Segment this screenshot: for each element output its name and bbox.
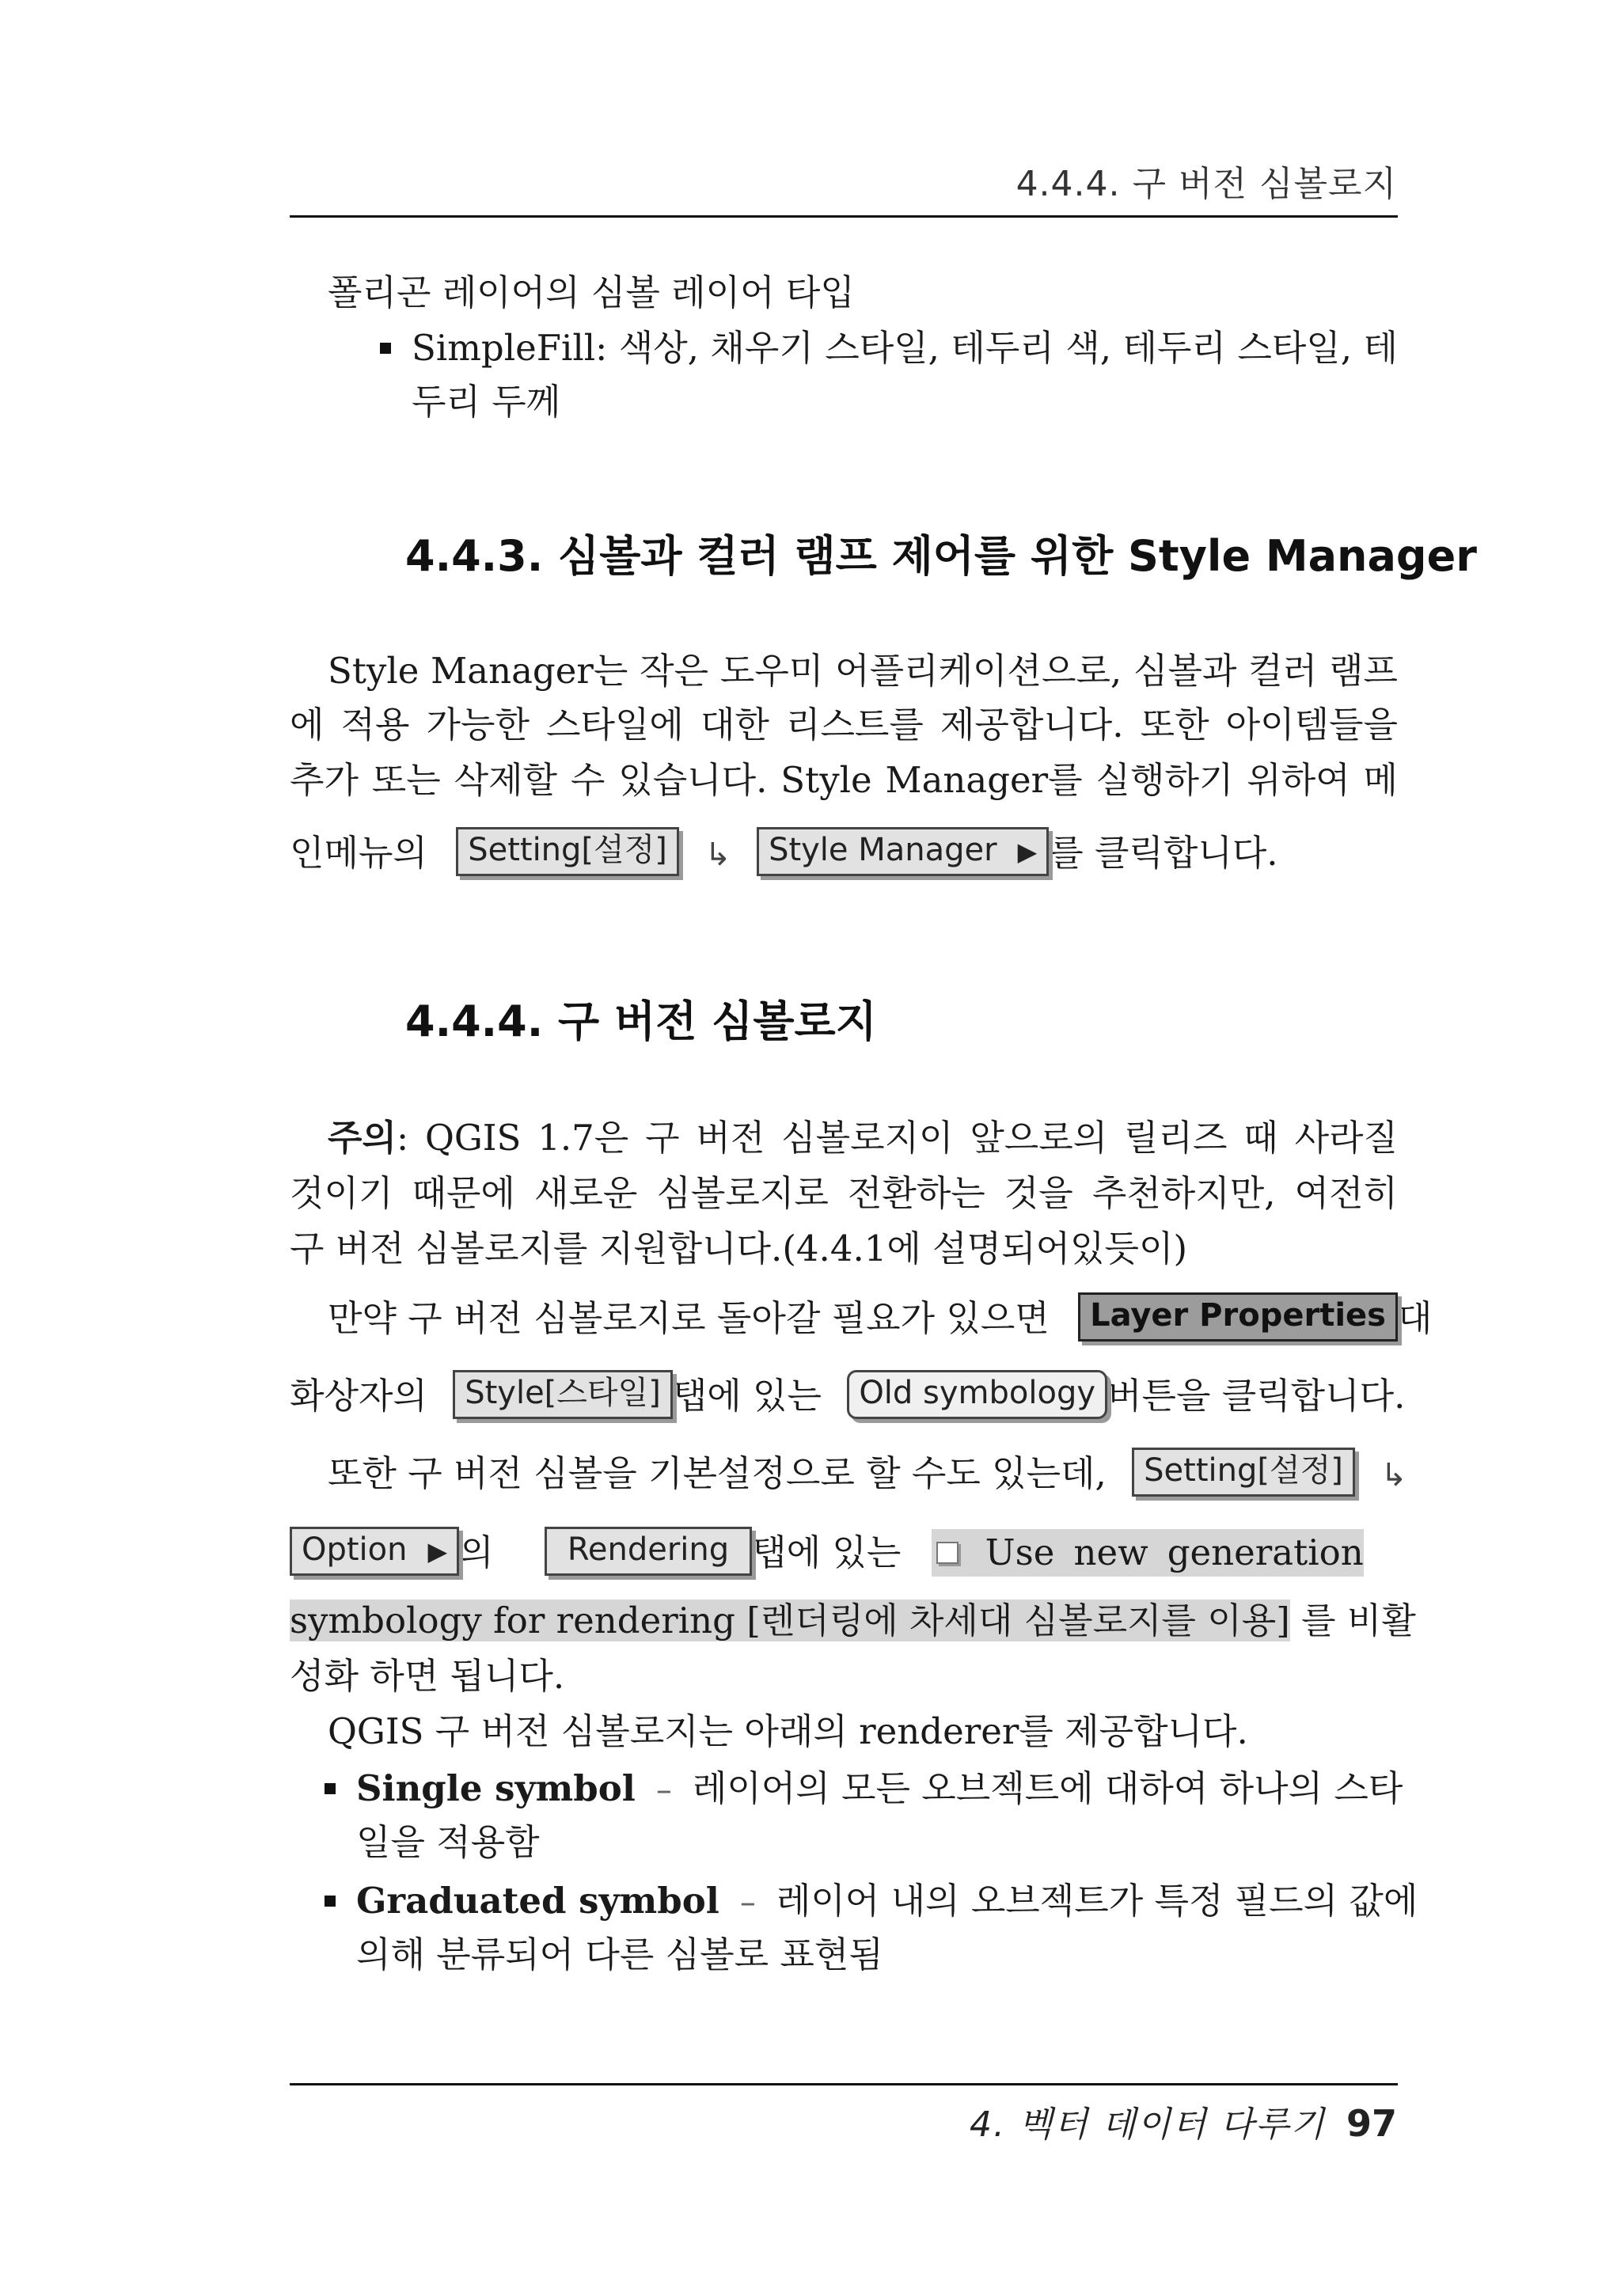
paragraph-line: Style Manager는 작은 도우미 어플리케이션으로, 심볼과 컬러 램프 bbox=[328, 650, 1398, 692]
bullet-item-continued: 두리 두께 bbox=[412, 381, 561, 423]
square-bullet-icon bbox=[325, 1783, 336, 1794]
paragraph-line-with-buttons: 화상자의 Style[스타일] 탭에 있는 Old symbology 버튼을 클릭합니다. bbox=[290, 1372, 1398, 1424]
page-footer bbox=[970, 2096, 1397, 2146]
paragraph-line-with-buttons: 인메뉴의 Setting[설정] ↳ Style Manager ▶ 를 클릭합니다. bbox=[290, 829, 1398, 881]
setting-menu-button[interactable]: Setting[설정] bbox=[1132, 1448, 1355, 1497]
setting-menu-button[interactable]: Setting[설정] bbox=[456, 827, 679, 876]
footer-rule bbox=[290, 2083, 1398, 2085]
checkbox-option-highlight: Use new generation bbox=[932, 1529, 1364, 1577]
page-number: 97 bbox=[1346, 2102, 1397, 2145]
note-line: 구 버전 심볼로지를 지원합니다.(4.4.1에 설명되어있듯이) bbox=[290, 1228, 1188, 1269]
square-bullet-icon bbox=[380, 343, 391, 354]
list-item-continued: 일을 적용함 bbox=[356, 1821, 540, 1863]
paragraph-line: 에 적용 가능한 스타일에 대한 리스트를 제공합니다. 또한 아이템들을 bbox=[290, 704, 1398, 746]
paragraph-line: QGIS 구 버전 심볼로지는 아래의 renderer를 제공합니다. bbox=[328, 1710, 1248, 1752]
running-header: 4.4.4. 구 버전 심볼로지 bbox=[1015, 164, 1397, 204]
rendering-tab-button[interactable]: Rendering bbox=[545, 1527, 752, 1576]
option-menu-button[interactable]: Option ▶ bbox=[290, 1527, 459, 1576]
list-item: Single symbol – 레이어의 모든 오브젝트에 대하여 하나의 스타 bbox=[325, 1765, 1398, 1814]
checkbox-option-highlight: symbology for rendering [렌더링에 차세대 심볼로지를 이용] bbox=[290, 1600, 1290, 1641]
intro-line: 폴리곤 레이어의 심볼 레이어 타입 bbox=[328, 271, 855, 313]
square-bullet-icon bbox=[325, 1896, 336, 1907]
paragraph-line: symbology for rendering [렌더링에 차세대 심볼로지를 이용] 를 비활 bbox=[290, 1600, 1416, 1641]
bullet-item: SimpleFill: 색상, 채우기 스타일, 테두리 색, 테두리 스타일, 테 bbox=[380, 324, 1398, 372]
old-symbology-button[interactable]: Old symbology bbox=[847, 1370, 1107, 1419]
paragraph-line: 성화 하면 됩니다. bbox=[290, 1655, 565, 1697]
section-heading: 4.4.3. 심볼과 컬러 램프 제어를 위한 Style Manager bbox=[405, 531, 1477, 581]
submenu-arrow-icon: ↳ bbox=[704, 837, 731, 873]
triangle-right-icon: ▶ bbox=[427, 1535, 448, 1566]
section-heading: 4.4.4. 구 버전 심볼로지 bbox=[405, 996, 877, 1046]
note-line: 주의: QGIS 1.7은 구 버전 심볼로지이 앞으로의 릴리즈 때 사라질 bbox=[328, 1117, 1398, 1159]
style-manager-menu-button[interactable]: Style Manager ▶ bbox=[757, 827, 1049, 876]
layer-properties-button[interactable]: Layer Properties bbox=[1078, 1292, 1398, 1342]
submenu-arrow-icon: ↳ bbox=[1380, 1457, 1407, 1493]
style-tab-button[interactable]: Style[스타일] bbox=[453, 1370, 673, 1419]
paragraph-line: 추가 또는 삭제할 수 있습니다. Style Manager를 실행하기 위하여 메 bbox=[290, 759, 1398, 801]
checkbox-icon[interactable] bbox=[936, 1542, 959, 1564]
note-line: 것이기 때문에 새로운 심볼로지로 전환하는 것을 추천하지만, 여전히 bbox=[290, 1172, 1398, 1214]
chapter-title: 4. 벡터 데이터 다루기 bbox=[970, 2104, 1326, 2145]
list-item-continued: 의해 분류되어 다른 심볼로 표현됨 bbox=[356, 1934, 883, 1975]
paragraph-line-with-button: 또한 구 버전 심볼을 기본설정으로 할 수도 있는데, Setting[설정] ↳ bbox=[328, 1450, 1398, 1501]
paragraph-line-with-buttons: Option ▶ 의 Rendering 탭에 있는 Use new generation bbox=[290, 1529, 1398, 1581]
list-item: Graduated symbol – 레이어 내의 오브젝트가 특정 필드의 값에 bbox=[325, 1877, 1398, 1926]
note-label: 주의 bbox=[328, 1117, 397, 1159]
triangle-right-icon: ▶ bbox=[1017, 836, 1038, 867]
paragraph-line-with-button: 만약 구 버전 심볼로지로 돌아갈 필요가 있으면 Layer Properties 대 bbox=[328, 1295, 1398, 1346]
header-rule bbox=[290, 215, 1398, 218]
